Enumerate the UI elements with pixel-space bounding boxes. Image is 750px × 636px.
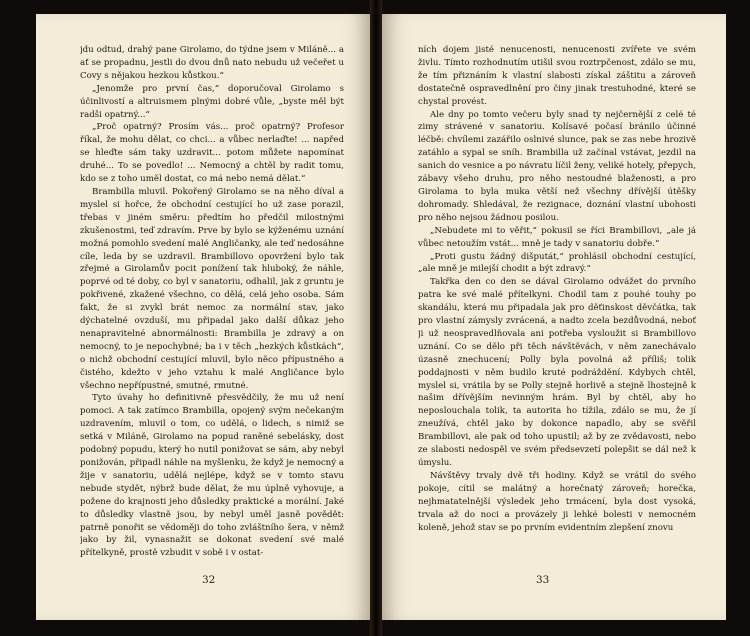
paragraph: „Nebudete mi to věřit,“ pokusil se říci Brambillovi, „ale já vůbec netoužím vstát... mně je tady v sanatoriu dobře.“ (418, 225, 696, 249)
paragraph: „Proč opatrný? Prosím vás... proč opatrný? Profesor říkal, že mohu dělat, co chci... a vůbec nerlaďte! ... napřed se hleďte sám taky uzdravit... potom můžete napomínat druhé... To se povedlo! ... Nemocný a chtěl by radit tomu, kdo se z toho uměl dostat, co má nebo nemá dělat.“ (80, 122, 344, 185)
paragraph: Tyto úvahy ho definitivně přesvědčily, že mu už není pomoci. A tak zatímco Brambilla, opojený svým nečekaným uzdravením, mluvil o tom, co udělá, o lidech, s nimiž se setká v Miláně, Girolamo na popud raněné sebelásky, dost podobný popudu, který ho nutil ponižovat se sám, aby nebyl ponižován, připadl náhle na myšlenku, že když je nemocný a žije v sanatoriu, udělá nejlépe, když se v tomto stavu nebude stydět, nýbrž bude dělat, že mu úplně vyhovuje, a požene do krajnosti jeho důsledky praktické a morální. Jaké to důsledky vlastně jsou, by nebyl uměl jasně povědět: patrně ponořit se vědoměji do toho zvláštního šera, v němž jako by žil, vynasnažit se dokonat svedení své malé přítelkyně, prostě vzbudit v sobě i v ostat- (80, 393, 344, 559)
paragraph: Ale dny po tomto večeru byly snad ty nejčernější z celé té zimy strávené v sanatoriu. Kolísavé počasí bránilo účinné léčbě: chvílemi zazářilo oslnivé slunce, pak se zas nebe hrozivě zatáhlo a sypal se sníh. Brambilla už začínal vstávat, jezdil na sanich do vesnice a po návratu líčil ženy, veliké hotely, přepych, zábavy všeho druhu, pro něho nestoudné blaženosti, a pro Girolama to byla muka větší než všechny dřívější útěšky dohromady. Shledával, že rezignace, doznání vlastní ubohosti pro něho nejsou žádnou posilou. (418, 109, 696, 223)
paragraph: „Jenomže pro první čas,“ doporučoval Girolamo s účinlivostí a altruismem plnými dobré vůle, „byste měl být radši opatrný...“ (80, 83, 344, 120)
paragraph: jdu odtud, drahý pane Girolamo, do týdne jsem v Miláně... a ať se propadnu, jestli do dvou dnů nato nebudu už večeřet u Covy s nějakou hezkou kůstkou.“ (80, 45, 344, 81)
paragraph: ních dojem jisté nenucenosti, nenucenosti zvířete ve svém živlu. Tímto rozhodnutím utišil svou roztrpčenost, zdálo se mu, že tím přiznáním k vlastní slabosti získal záštitu a zároveň dostatečně ospravedlnění pro činy jinak trestuhodné, které se chystal provést. (418, 45, 696, 107)
left-page-text (80, 44, 344, 560)
paragraph: „Proti gustu žádný dišputát,“ prohlásil obchodní cestující, „ale mně je milejší chodit a být zdravý.“ (418, 251, 696, 275)
paragraph: Návštěvy trvaly dvě tři hodiny. Když se vrátil do svého pokoje, cítil se malátný a horečnatý zároveň; horečka, nejhmatatelnější výsledek jeho trmácení, byla dost vysoká, trvala až do noci a provázely ji lehké bolesti v nemocném koleně, jehož stav se po prvním evidentním zlepšení znovu (418, 470, 696, 533)
left-page (36, 14, 370, 620)
page-number: 32 (202, 574, 216, 586)
right-page (382, 14, 726, 620)
right-page-text (418, 44, 696, 560)
paragraph: Takřka den co den se dával Girolamo odvážet do prvního patra ke své malé přítelkyni. Chodil tam z pouhé touhy po skandálu, která mu připadala jak pro děťinskost děvčátka, tak pro vlastní zámysly zvrácená, a nadto zcela bezdůvodná, neboť ji už neospravedlňovala ani potřeba vysloužit si Brambillovo uznání. Co se dělo při těch návštěvách, v něm zanechávalo úzasně znechucení; Polly byla povolná až příliš; tolik poddajnosti v něm budilo kruté podráždění. Kdybych chtěl, myslel si, vrátila by se Polly stejně horlivě a stejně lhostejně k našim dřívějším nevinným hrám. Byl by chtěl, aby ho neposlouchala tolik, ta autorita ho tížila, zdálo se mu, že jí zneužívá, chtěl jako by dokonce napadlo, aby se svěřil Brambillovi, ale pak od toho upustil; až by ze zvědavosti, nebo ze slabosti nedospěl ve svém předsevzetí polepšit se dál než k úmyslu. (418, 277, 696, 468)
page-number: 33 (536, 574, 550, 586)
book-gutter (370, 0, 382, 636)
paragraph: Brambilla mluvil. Pokořený Girolamo se na něho díval a myslel si hořce, že obchodní cestující ho už zase porazil, třebas v jiném směru: předtím ho předčil milostnými zkušenostmi, teď zdravím. Prve by bylo se kýženému uznání možná pomohlo svedení malé Angličanky, ale teď nedosáhne cíle, leda by se uzdravil. Brambillovo opovržení bylo tak zřejmé a Girolamův pocit ponížení tak hluboký, že náhle, poprvé od té doby, co byl v sanatoriu, odhalil, jak z gruntu je pokřivené, zkažené všechno, co dělá, celá jeho osoba. Sám fakt, že si zvykl brát nemoc za normální stav, jako dýchatelné ovzduší, mu připadal jako další důkaz jeho nenapravitelné abnormálnosti: Brambilla je zdravý a on nemocný, to je nepochybné; ba i v těch „hezkých kůstkách“, o nichž obchodní cestující mluvil, bylo něco přípustného a čistého, kdežto v jeho vztahu k malé Angličance bylo všechno nepřípustné, smutné, rmutné. (80, 186, 344, 391)
